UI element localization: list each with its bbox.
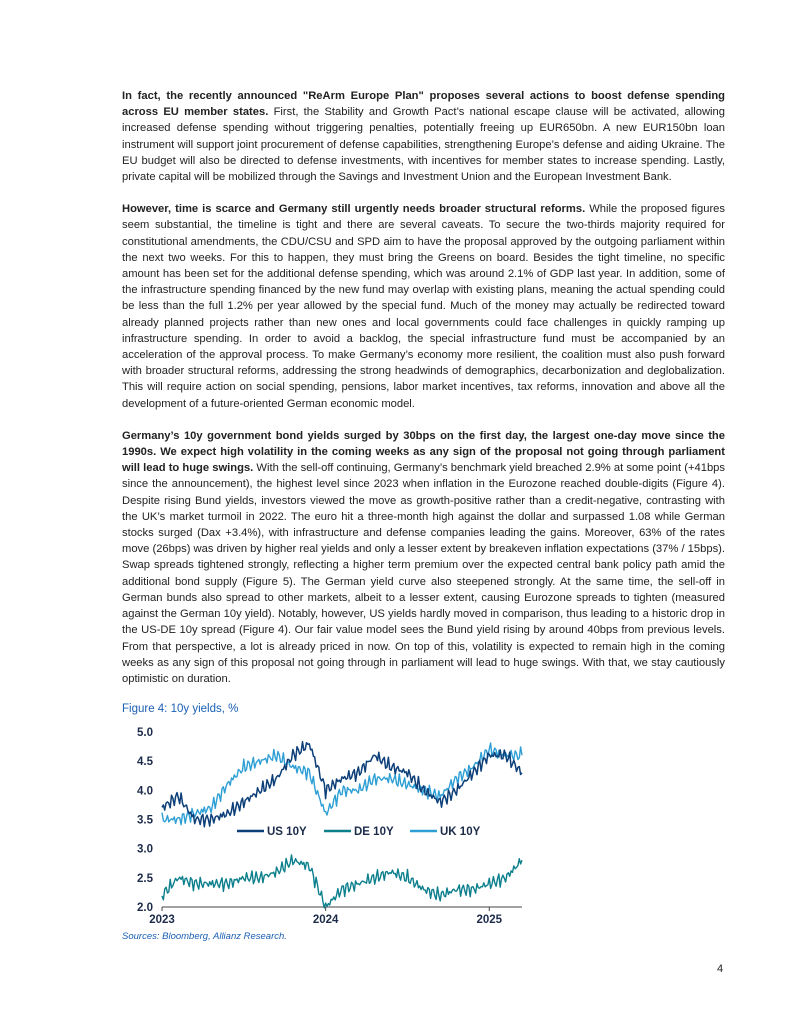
y-tick-label: 4.0 xyxy=(137,785,153,798)
x-tick-label: 2025 xyxy=(476,914,503,926)
legend-label: DE 10Y xyxy=(354,826,394,838)
paragraph-structural-reforms xyxy=(122,201,725,412)
page-number: 4 xyxy=(717,963,724,975)
yields-chart-svg xyxy=(122,720,532,936)
paragraph-lead: However, time is scarce and Germany still urgently needs broader structural reforms. xyxy=(122,203,586,216)
y-tick-label: 3.5 xyxy=(137,814,153,827)
y-tick-label: 5.0 xyxy=(137,727,153,739)
legend-label: US 10Y xyxy=(267,826,307,838)
x-tick-label: 2023 xyxy=(149,914,175,926)
y-tick-label: 3.0 xyxy=(137,843,153,856)
series-line-uk-10y xyxy=(162,743,522,825)
y-tick-label: 2.5 xyxy=(137,872,153,885)
figure-title: Figure 4: 10y yields, % xyxy=(122,703,239,715)
paragraph-rearm-plan xyxy=(122,88,725,185)
yields-chart xyxy=(122,720,532,941)
paragraph-body: With the sell-off continuing, Germany’s benchmark yield breached 2.9% at some point (+41bps since the announcement), the highest level since 2023 when inflation in the Eurozone reached double-digits (Figure 4). Despite rising Bund yields, investors viewed the move as growth-positive rather than a credit-negative, contrasting with the UK’s market turmoil in 2022. The euro hit a three-month high against the dollar and surpassed 1.08 while German stocks surged (Dax +3.4%), with infrastructure and defense companies leading the gains. Moreover, 63% of the rates move (26bps) was driven by higher real yields and only a lesser extent by breakeven inflation expectations (37% / 15bps). Swap spreads tightened strongly, reflecting a higher term premium over the expected central bank policy path amid the additional bond supply (Figure 5). The German yield curve also steepened strongly. At the same time, the sell-off in German bunds also spread to other markets, albeit to a lesser extent, causing Eurozone spreads to tighten (measured against the German 10y yield). Notably, however, US yields hardly moved in comparison, thus leading to a historic drop in the US-DE 10y spread (Figure 4). Our fair value model sees the Bund yield rising by around 40bps from previous levels. From that perspective, a lot is already priced in now. On top of this, volatility is expected to remain high in the coming weeks as any sign of this proposal not going through in parliament will lead to huge swings. With that, we stay cautiously optimistic on duration. xyxy=(122,462,725,685)
x-tick-label: 2024 xyxy=(312,914,339,926)
paragraph-lead: Germany’s 10y government bond yields surged by 30bps on the first day, the largest one-day move since the 1990s. We expect high volatility in the coming weeks as any sign of the proposal not going through parliament will lead to huge swings. xyxy=(122,429,725,475)
paragraph-body: First, the Stability and Growth Pact’s national escape clause will be activated, allowing increased defense spending without triggering penalties, potentially freeing up EUR650bn. A new EUR150bn loan instrument will support joint procurement of defense capabilities, strengthening Europe’s defense and aiding Ukraine. The EU budget will also be directed to defense investments, with incentives for member states to increase spending. Lastly, private capital will be mobilized through the Savings and Investment Union and the European Investment Bank. xyxy=(122,106,725,184)
y-tick-label: 2.0 xyxy=(137,902,153,914)
series-line-us-10y xyxy=(162,742,522,827)
legend-label: UK 10Y xyxy=(440,826,481,838)
series-line-de-10y xyxy=(162,855,522,908)
paragraph-body: While the proposed figures seem substantial, the timeline is tight and there are several caveats. To secure the two-thirds majority required for constitutional amendments, the CDU/CSU and SPD aim to have the proposal approved by the outgoing parliament within the next two weeks. For this to happen, they must bring the Greens on board. Besides the tight timeline, no specific amount has been set for the additional defense spending, which was around 2.1% of GDP last year. In addition, some of the infrastructure spending financed by the new fund may overlap with existing plans, meaning the actual spending could be less than the full 1.2% per year allowed by the special fund. Much of the money may actually be redirected toward already planned projects rather than new ones and local governments could face challenges in quickly ramping up infrastructure spending. In order to avoid a backlog, the special infrastructure fund must be accompanied by an acceleration of the approval process. To make Germany’s economy more resilient, the coalition must also push forward with broader structural reforms, addressing the strong headwinds of demographics, decarbonization and deglobalization. This will require action on social spending, pensions, labor market incentives, tax reforms, innovation and above all the development of a future-oriented German economic model. xyxy=(122,203,725,410)
paragraph-bond-yields xyxy=(122,428,725,687)
body-text xyxy=(122,88,725,703)
figure-source: Sources: Bloomberg, Allianz Research. xyxy=(122,931,287,942)
y-tick-label: 4.5 xyxy=(137,756,153,769)
paragraph-lead: In fact, the recently announced "ReArm Europe Plan" proposes several actions to boost defense spending across EU member states. xyxy=(122,90,725,119)
